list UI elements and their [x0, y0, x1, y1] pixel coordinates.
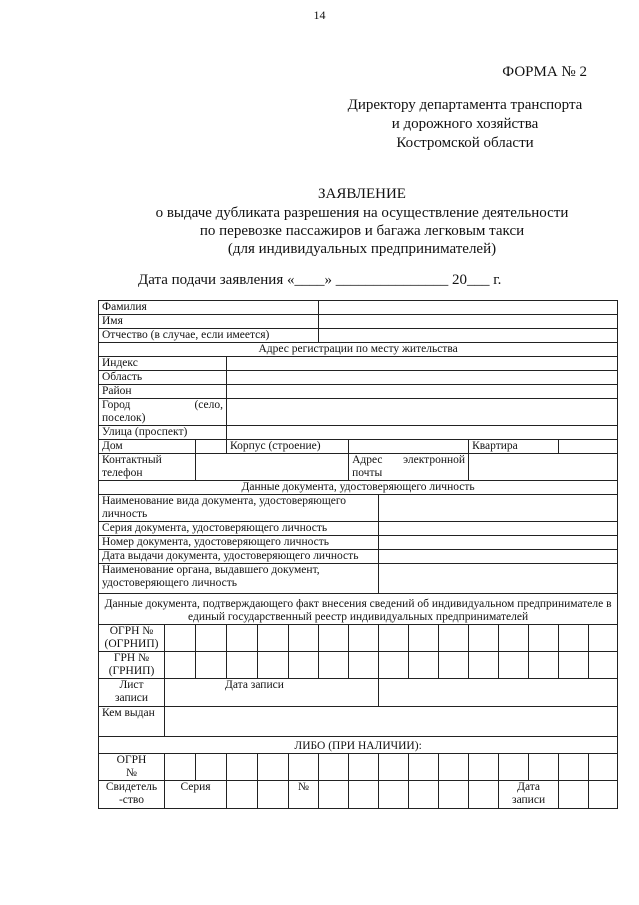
ogrn-digit-box[interactable] [409, 754, 439, 781]
ogrnip-label-line1: ОГРН № [109, 625, 154, 637]
subtitle-line: о выдаче дубликата разрешения на осуществление деятельности [155, 205, 569, 221]
sheet-label-line1: Лист [119, 679, 144, 691]
number-label: № [289, 781, 319, 809]
grnip-digit-box[interactable] [379, 652, 409, 679]
application-form-table [98, 300, 618, 809]
grnip-digit-box[interactable] [529, 652, 559, 679]
series-label: Серия [165, 781, 227, 809]
record-date-field[interactable] [379, 679, 618, 707]
or-section-header: ЛИБО (ПРИ НАЛИЧИИ): [99, 737, 618, 754]
ogrn-digit-box[interactable] [559, 754, 589, 781]
doc-series-field[interactable] [379, 522, 618, 536]
document-title: ЗАЯВЛЕНИЕ [318, 186, 406, 202]
doc-issuer-label: Наименование органа, выдавшего документ, удостоверяющего личность [99, 564, 379, 594]
city-label-line1: Город (село, [102, 399, 223, 411]
page-number: 14 [313, 8, 326, 22]
ogrn-digit-box[interactable] [529, 754, 559, 781]
ogrnip-digit-box[interactable] [196, 625, 227, 652]
certificate-label [99, 781, 165, 809]
ogrnip-digit-box[interactable] [165, 625, 196, 652]
address-section-header: Адрес регистрации по месту жительства [99, 343, 618, 357]
surname-field[interactable] [319, 301, 618, 315]
submission-date-line: Дата подачи заявления «____» _______________ 20___ г. [138, 272, 502, 288]
number-box[interactable] [439, 781, 469, 809]
grnip-digit-box[interactable] [258, 652, 289, 679]
grnip-digit-box[interactable] [165, 652, 196, 679]
series-box[interactable] [258, 781, 289, 809]
grnip-label-line2: (ГРНИП) [108, 665, 155, 677]
index-label: Индекс [99, 357, 227, 371]
email-label-line2: почты [352, 467, 383, 479]
phone-label-line1: Контактный [102, 454, 162, 466]
doc-issuer-field[interactable] [379, 564, 618, 594]
phone-label-line2: телефон [102, 467, 143, 479]
issued-by-label: Кем выдан [99, 707, 165, 737]
email-field[interactable] [469, 454, 618, 481]
addressee-line: Директору департамента транспорта [347, 97, 583, 113]
city-label-line2: поселок) [102, 412, 146, 424]
grnip-digit-box[interactable] [227, 652, 258, 679]
grnip-digit-box[interactable] [499, 652, 529, 679]
city-label [99, 399, 227, 426]
grnip-digit-box[interactable] [289, 652, 319, 679]
addressee-line: Костромской области [396, 135, 534, 151]
number-box[interactable] [319, 781, 349, 809]
doc-number-field[interactable] [379, 536, 618, 550]
ogrnip-digit-box[interactable] [379, 625, 409, 652]
ogrn-digit-box[interactable] [227, 754, 258, 781]
addressee-line: и дорожного хозяйства [391, 116, 539, 132]
doc-number-label: Номер документа, удостоверяющего личность [99, 536, 379, 550]
sheet-label-line2: записи [114, 692, 149, 704]
series-box[interactable] [227, 781, 258, 809]
ogrn-digit-box[interactable] [289, 754, 319, 781]
patronymic-label: Отчество (в случае, если имеется) [99, 329, 319, 343]
email-label [349, 454, 469, 481]
patronymic-field[interactable] [319, 329, 618, 343]
ogrnip-digit-box[interactable] [349, 625, 379, 652]
addressee-block [330, 96, 600, 153]
certificate-date-line1: Дата [517, 781, 541, 793]
form-number: ФОРМА № 2 [502, 64, 587, 80]
phone-label [99, 454, 196, 481]
ogrn-label-line1: ОГРН [116, 754, 147, 766]
certificate-date-box[interactable] [559, 781, 589, 809]
building-label: Корпус (строение) [227, 440, 349, 454]
ogrn-digit-box[interactable] [499, 754, 529, 781]
surname-label: Фамилия [99, 301, 319, 315]
subtitle-line: (для индивидуальных предпринимателей) [227, 241, 497, 257]
doc-type-field[interactable] [379, 495, 618, 522]
street-label: Улица (проспект) [99, 426, 227, 440]
certificate-label-line1: Свидетель [105, 781, 158, 793]
ogrn-digit-box[interactable] [349, 754, 379, 781]
phone-field[interactable] [196, 454, 349, 481]
name-field[interactable] [319, 315, 618, 329]
ogrnip-digit-box[interactable] [559, 625, 589, 652]
ogrnip-digit-box[interactable] [289, 625, 319, 652]
grnip-digit-box[interactable] [349, 652, 379, 679]
grnip-label-line1: ГРН № [113, 652, 150, 664]
region-label: Область [99, 371, 227, 385]
ogrnip-digit-box[interactable] [499, 625, 529, 652]
grnip-digit-box[interactable] [409, 652, 439, 679]
identity-section-header: Данные документа, удостоверяющего личность [99, 481, 618, 495]
ogrn-digit-box[interactable] [469, 754, 499, 781]
number-box[interactable] [379, 781, 409, 809]
name-label: Имя [99, 315, 319, 329]
ogrn-digit-box[interactable] [379, 754, 409, 781]
doc-type-label: Наименование вида документа, удостоверяющего личность [99, 495, 379, 522]
number-box[interactable] [349, 781, 379, 809]
district-field[interactable] [227, 385, 618, 399]
grnip-digit-box[interactable] [439, 652, 469, 679]
document-subtitle [0, 204, 639, 258]
ogrnip-digit-box[interactable] [409, 625, 439, 652]
issued-by-field[interactable] [165, 707, 618, 737]
ogrnip-digit-box[interactable] [469, 625, 499, 652]
street-field[interactable] [227, 426, 618, 440]
grnip-label [99, 652, 165, 679]
apartment-field[interactable] [559, 440, 618, 454]
ogrn-digit-box[interactable] [258, 754, 289, 781]
subtitle-line: по перевозке пассажиров и багажа легковым такси [199, 223, 525, 239]
grnip-digit-box[interactable] [319, 652, 349, 679]
region-field[interactable] [227, 371, 618, 385]
certificate-date-line2: записи [512, 794, 546, 806]
sheet-label [99, 679, 165, 707]
apartment-label: Квартира [469, 440, 559, 454]
ogrnip-label [99, 625, 165, 652]
grnip-digit-box[interactable] [196, 652, 227, 679]
ogrnip-digit-box[interactable] [439, 625, 469, 652]
certificate-date-box[interactable] [589, 781, 618, 809]
ogrn-digit-box[interactable] [165, 754, 196, 781]
district-label: Район [99, 385, 227, 399]
index-field[interactable] [227, 357, 618, 371]
number-box[interactable] [409, 781, 439, 809]
building-field[interactable] [349, 440, 469, 454]
egrip-section-header: Данные документа, подтверждающего факт внесения сведений об индивидуальном предпринимателе в единый государственный реестр индивидуальных предпринимателей [99, 594, 618, 625]
number-box[interactable] [469, 781, 499, 809]
doc-series-label: Серия документа, удостоверяющего личность [99, 522, 379, 536]
house-field[interactable] [196, 440, 227, 454]
grnip-digit-box[interactable] [469, 652, 499, 679]
certificate-label-line2: -ство [118, 794, 145, 806]
ogrnip-digit-box[interactable] [227, 625, 258, 652]
record-date-label: Дата записи [165, 679, 379, 707]
certificate-date-label [499, 781, 559, 809]
grnip-digit-box[interactable] [589, 652, 618, 679]
ogrn-digit-box[interactable] [196, 754, 227, 781]
ogrnip-label-line2: (ОГРНИП) [104, 638, 159, 650]
house-label: Дом [99, 440, 196, 454]
ogrn-digit-box[interactable] [439, 754, 469, 781]
email-label-line1: Адрес электронной [352, 454, 466, 466]
ogrn-label [99, 754, 165, 781]
grnip-digit-box[interactable] [559, 652, 589, 679]
ogrn-label-line2: № [126, 767, 137, 779]
ogrnip-digit-box[interactable] [319, 625, 349, 652]
doc-date-field[interactable] [379, 550, 618, 564]
ogrnip-digit-box[interactable] [589, 625, 618, 652]
city-field[interactable] [227, 399, 618, 426]
ogrn-digit-box[interactable] [589, 754, 618, 781]
doc-date-label: Дата выдачи документа, удостоверяющего личность [99, 550, 379, 564]
ogrnip-digit-box[interactable] [258, 625, 289, 652]
ogrn-digit-box[interactable] [319, 754, 349, 781]
ogrnip-digit-box[interactable] [529, 625, 559, 652]
